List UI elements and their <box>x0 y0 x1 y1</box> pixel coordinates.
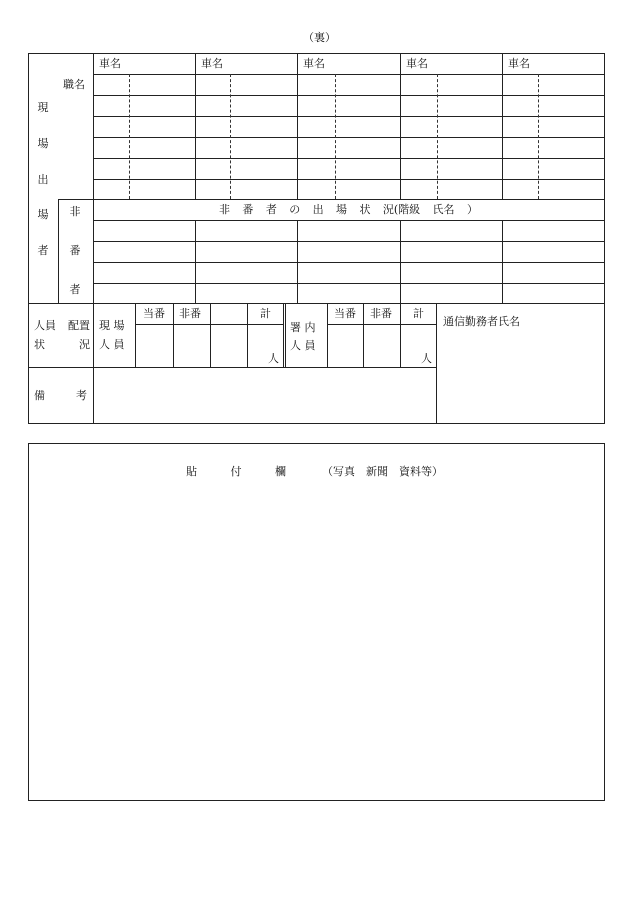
attachment-title: 貼 付 欄 <box>186 465 286 478</box>
vehicle-name-label-3: 車名 <box>303 57 325 70</box>
offduty-personnel-label: 非 番 者 <box>69 205 81 296</box>
onsite-staff-label-line2: 人 員 <box>99 338 125 351</box>
in-station-label-line2: 人 員 <box>290 339 316 352</box>
onsite-total-header: 計 <box>260 307 271 320</box>
onsite-on-duty-header: 当番 <box>143 307 165 320</box>
station-total-header: 計 <box>413 307 424 320</box>
side-label: （裏） <box>303 31 336 44</box>
table-border <box>28 53 605 424</box>
onsite-off-duty-header: 非番 <box>179 307 201 320</box>
onsite-staff-label-line1: 現 場 <box>99 319 125 332</box>
vehicle-name-label-4: 車名 <box>406 57 428 70</box>
remarks-label: 備 考 <box>34 389 87 402</box>
station-persons-unit: 人 <box>421 352 432 365</box>
staffing-label-line2: 状 況 <box>34 338 90 351</box>
rank-label: 職名 <box>63 78 85 91</box>
comm-officer-label: 通信勤務者氏名 <box>443 315 520 328</box>
offduty-status-header: 非 番 者 の 出 場 状 況(階級 氏名 ） <box>219 203 478 216</box>
in-station-label-line1: 署 内 <box>290 321 316 334</box>
attachment-area <box>28 443 605 801</box>
station-off-duty-header: 非番 <box>370 307 392 320</box>
staffing-label-line1: 人員 配置 <box>34 319 90 332</box>
vehicle-name-label-5: 車名 <box>508 57 530 70</box>
vehicle-name-label-2: 車名 <box>201 57 223 70</box>
station-on-duty-header: 当番 <box>334 307 356 320</box>
vehicle-name-label-1: 車名 <box>99 57 121 70</box>
onsite-persons-unit: 人 <box>268 352 279 365</box>
attachment-note: （写真 新聞 資料等） <box>322 465 443 478</box>
onsite-personnel-label: 現 場 出 場 者 <box>37 101 49 257</box>
